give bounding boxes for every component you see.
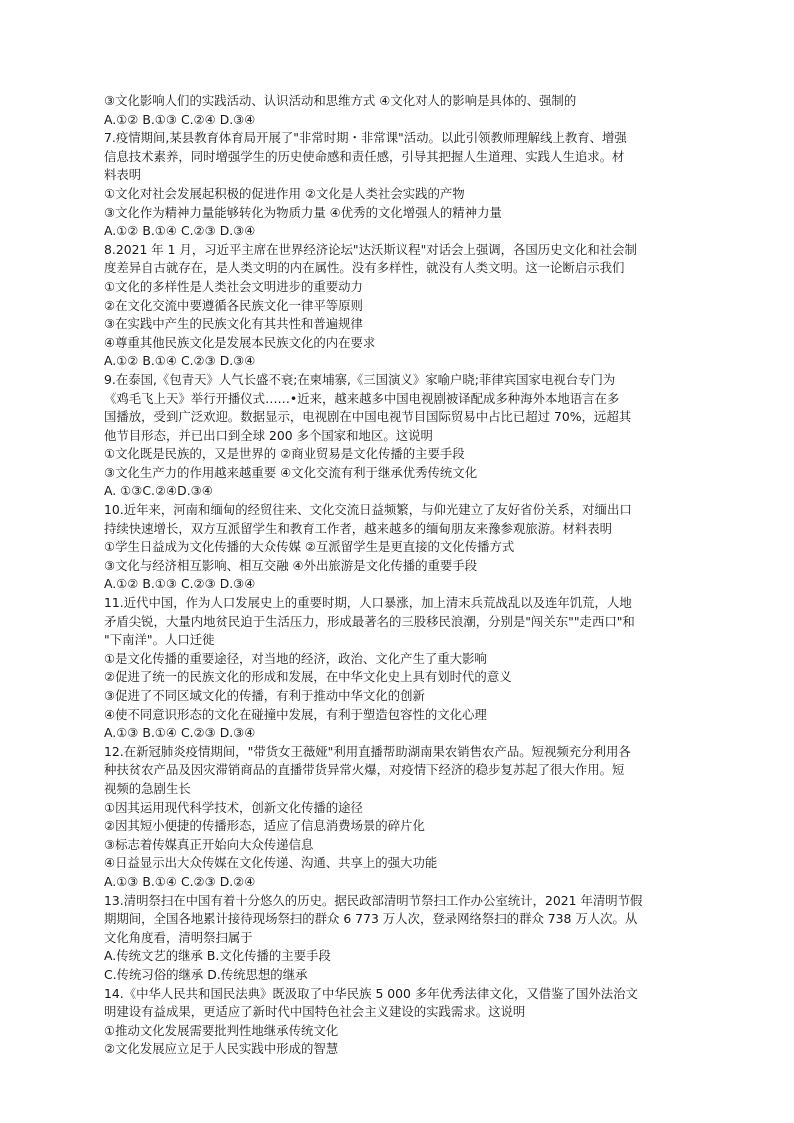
stem-line: 他节目形态，并已出口到全球 200 多个国家和地区。这说明 [104,427,433,443]
stem-line: 9.在泰国,《包青天》人气长盛不衰;在柬埔寨,《三国演义》家喻户晓;菲律宾国家电视台专门为 [104,371,616,387]
option-line: ①学生日益成为文化传播的大众传媒 ②互派留学生是更直接的文化传播方式 [104,539,515,555]
option-line: ④使不同意识形态的文化在碰撞中发展，有利于塑造包容性的文化心理 [104,706,487,722]
answer-choices: A.①② B.①④ C.②③ D.③④ [104,223,256,239]
stem-line: 矛盾尖锐，大量内地贫民迫于生活压力，形成最著名的三股移民浪潮，分别是"闯关东""走西口"和 [104,613,635,629]
option-line: ①是文化传播的重要途径，对当地的经济，政治、文化产生了重大影响 [104,650,487,666]
option-line: ③文化生产力的作用越来越重要 ④文化交流有利于继承优秀传统文化 [104,464,478,480]
option-line: ①文化对社会发展起积极的促进作用 ②文化是人类社会实践的产物 [104,185,465,201]
stem-line: "下南洋"。人口迁徙 [104,632,215,648]
question-9 [104,371,700,501]
option-line: ②因其短小便捷的传播形态，适应了信息消费场景的碎片化 [104,818,425,834]
option-line: ③在实践中产生的民族文化有其共性和普遍规律 [104,316,363,332]
option-line: ①文化的多样性是人类社会文明进步的重要动力 [104,278,363,294]
stem-line: 明建设有益成果，更适应了新时代中国特色社会主义建设的实践需求。这说明 [104,1004,526,1020]
question-7 [104,129,700,241]
question-list [104,92,700,1059]
option-line: ④日益显示出大众传媒在文化传递、沟通、共享上的强大功能 [104,855,438,871]
option-line: ④尊重其他民族文化是发展本民族文化的内在要求 [104,334,376,350]
stem-line: 持续快速增长，双方互派留学生和教育工作者，越来越多的缅甸朋友来豫参观旅游。材料表明 [104,520,613,536]
stem-line: 度差异自古就存在，是人类文明的内在属性。没有多样性，就没有人类文明。这一论断启示我们 [104,260,625,276]
answer-choices: A. ①③C.②④D.③④ [104,483,213,499]
option-line: ①文化既是民族的，又是世界的 ②商业贸易是文化传播的主要手段 [104,446,465,462]
stem-line: 文化角度看，清明祭扫属于 [104,929,253,945]
answer-choices: A.①③ B.①④ C.②③ D.②④ [104,873,256,889]
question-6-tail [104,92,700,129]
stem-line: 14.《中华人民共和国民法典》既汲取了中华民族 5 000 多年优秀法律文化，又借鉴了国外法治文 [104,985,638,1001]
question-13 [104,892,700,985]
option-line: ③文化与经济相互影响、相互交融 ④外出旅游是文化传播的重要手段 [104,557,478,573]
stem-line: 视频的急剧生长 [104,780,191,796]
option-line: ①因其运用现代科学技术，创新文化传播的途径 [104,799,363,815]
stem-line: 8.2021 年 1 月，习近平主席在世界经济论坛"达沃斯议程"对话会上强调，各国历史文化和社会制 [104,241,637,257]
option-line: A.传统文艺的继承 B.文化传播的主要手段 [104,948,331,964]
stem-line: 信息技术素养，同时增强学生的历史使命感和责任感，引导其把握人生道理、实践人生追求。材 [104,148,625,164]
option-line: ②在文化交流中要遵循各民族文化一律平等原则 [104,297,363,313]
option-line: ①推动文化发展需要批判性地继承传统文化 [104,1022,339,1038]
stem-line: 《鸡毛飞上天》举行开播仪式……•近来，越来越多中国电视剧被译配成多种海外本地语言在多 [104,390,620,406]
stem-line: 13.清明祭扫在中国有着十分悠久的历史。据民政部清明节祭扫工作办公室统计，2021 年清明节假 [104,892,643,908]
stem-line: 12.在新冠肺炎疫情期间，"带货女王薇娅"利用直播帮助湖南果农销售农产品。短视频充分利用各 [104,743,631,759]
option-line: ②文化发展应立足于人民实践中形成的智慧 [104,1041,339,1057]
stem-line: 国播放，受到广泛欢迎。数据显示，电视剧在中国电视节目国际贸易中占比已超过 70%，远超其 [104,409,632,425]
option-line: ③文化影响人们的实践活动、认识活动和思维方式 ④文化对人的影响是具体的、强制的 [104,93,577,108]
stem-line: 11.近代中国，作为人口发展史上的重要时期，人口暴涨，加上清末兵荒战乱以及连年饥荒，人地 [104,595,632,611]
stem-line: 7.疫情期间,某县教育体育局开展了"非常时期・非常课"活动。以此引领教师理解线上教育、增强 [104,130,627,146]
answer-choices: A.①② B.①④ C.②③ D.③④ [104,353,256,369]
question-10 [104,501,700,594]
question-11 [104,594,700,743]
answer-choices: A.①② B.①③ C.②④ D.③④ [104,111,256,127]
option-line: ③文化作为精神力量能够转化为物质力量 ④优秀的文化增强人的精神力量 [104,204,502,220]
answer-choices: A.①② B.①③ C.②③ D.③④ [104,576,256,592]
option-line: C.传统习俗的继承 D.传统思想的继承 [104,966,308,982]
stem-line: 种扶贫农产品及因灾滞销商品的直播带货异常火爆，对疫情下经济的稳步复苏起了很大作用。短 [104,762,625,778]
stem-line: 料表明 [104,167,142,183]
option-line: ③促进了不同区域文化的传播，有利于推动中华文化的创新 [104,688,425,703]
answer-choices: A.①③ B.①④ C.②③ D.③④ [104,725,256,741]
option-line: ②促进了统一的民族文化的形成和发展，在中华文化史上具有划时代的意义 [104,669,512,685]
question-8 [104,241,700,371]
question-12 [104,743,700,892]
option-line: ③标志着传媒真正开始向大众传递信息 [104,836,314,852]
stem-line: 10.近年来，河南和缅甸的经贸往来、文化交流日益频繁，与仰光建立了友好省份关系，对缅出口 [104,502,632,518]
question-14 [104,985,700,1059]
stem-line: 期期间，全国各地累计接待现场祭扫的群众 6 773 万人次，登录网络祭扫的群众 738 万人次。从 [104,911,638,927]
